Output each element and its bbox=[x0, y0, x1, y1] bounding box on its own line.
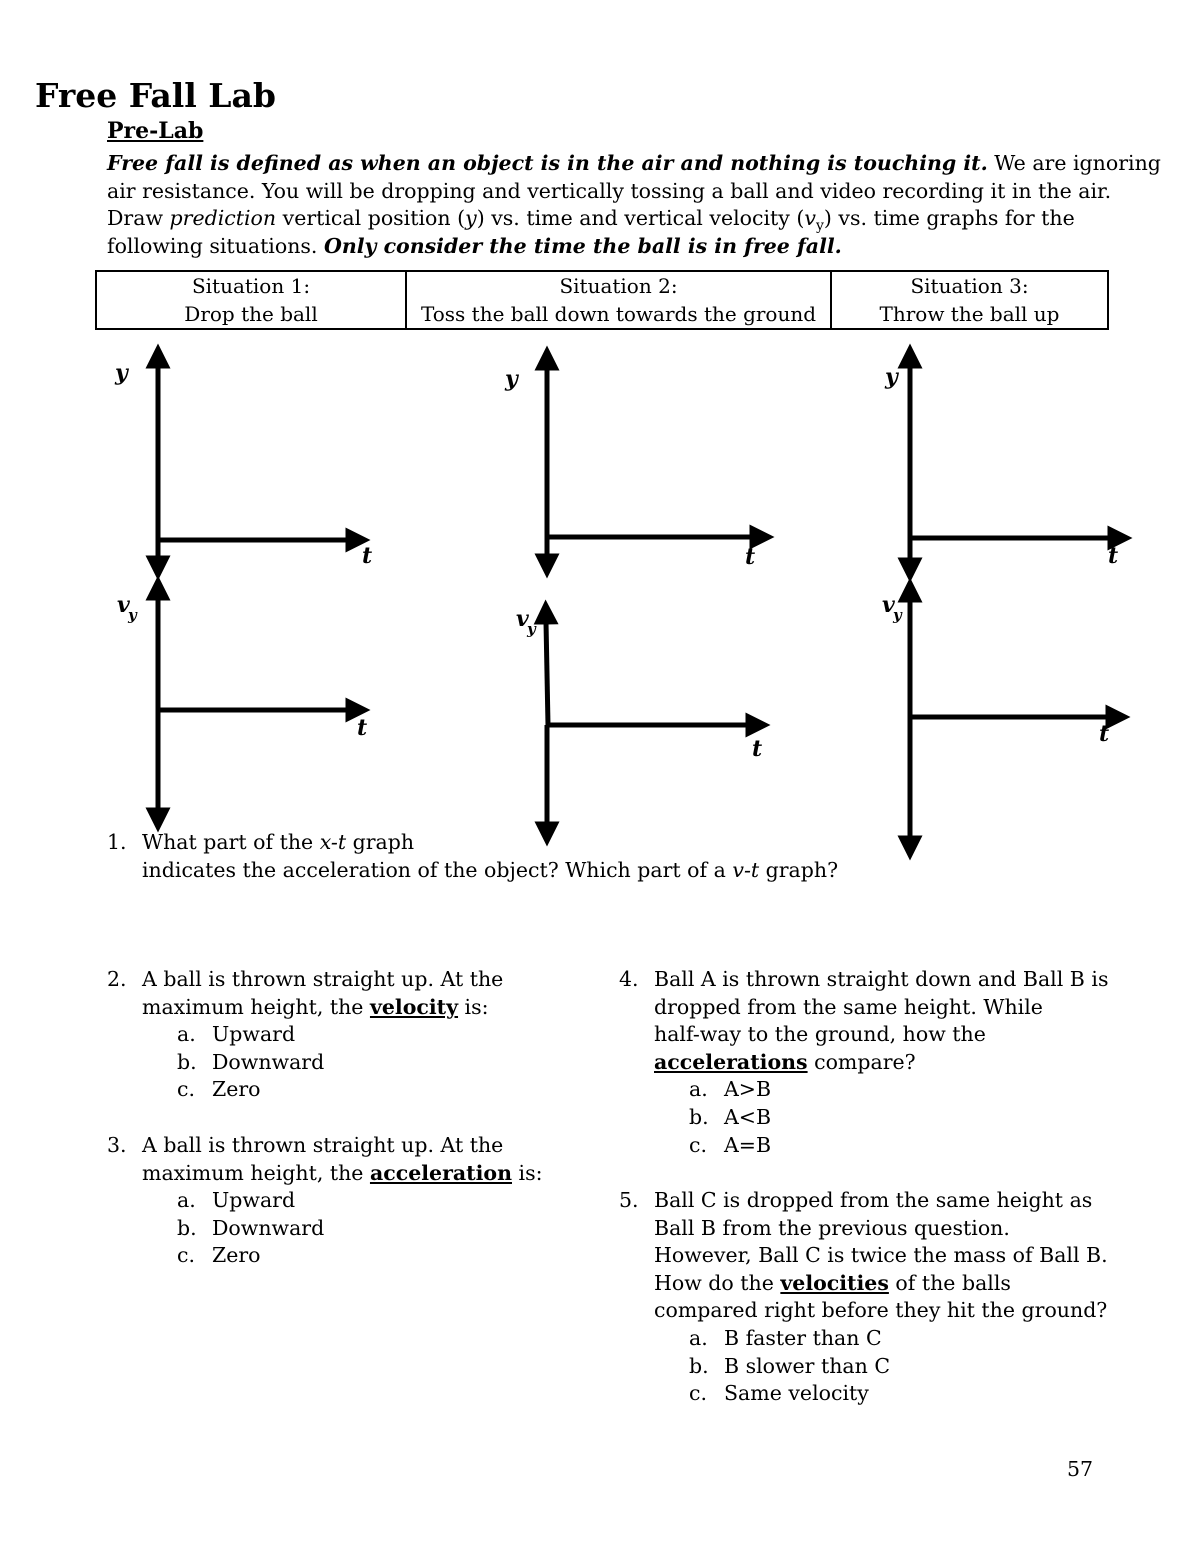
intro-text: ) vs. time graphs for the bbox=[823, 206, 1075, 230]
option-text: Zero bbox=[212, 1077, 261, 1102]
option-text: A>B bbox=[724, 1077, 772, 1102]
question-2-line-1: A ball is thrown straight up. At the bbox=[142, 967, 504, 991]
question-2-line-2 bbox=[142, 994, 503, 1022]
question-number: 5. bbox=[619, 1188, 639, 1212]
option-letter: a. bbox=[689, 1325, 708, 1350]
option-letter: b. bbox=[689, 1353, 709, 1378]
question-5-line-4 bbox=[654, 1270, 1108, 1298]
intro-italic: prediction bbox=[169, 206, 277, 230]
intro-text: ) vs. time and vertical velocity ( bbox=[476, 206, 805, 230]
s2-t-label: t bbox=[745, 544, 756, 570]
situation-3-desc: Throw the ball up bbox=[831, 300, 1108, 329]
option-letter: a. bbox=[689, 1077, 708, 1102]
page-number: 57 bbox=[1067, 1457, 1094, 1481]
option-c[interactable] bbox=[142, 1242, 543, 1270]
option-b[interactable] bbox=[654, 1104, 1108, 1132]
situation-1-desc: Drop the ball bbox=[96, 300, 406, 329]
s3-y-label: y bbox=[885, 364, 898, 390]
question-number: 3. bbox=[107, 1133, 127, 1157]
question-5-line-1: Ball C is dropped from the same height as bbox=[654, 1188, 1093, 1212]
option-letter: b. bbox=[177, 1049, 197, 1074]
q-text: How do the bbox=[654, 1270, 781, 1295]
intro-emphasis: Only consider the time the ball is in free fall. bbox=[323, 234, 842, 258]
question-5-line-3: However, Ball C is twice the mass of Ball B. bbox=[654, 1243, 1108, 1268]
situation-1-label: Situation 1: bbox=[96, 271, 406, 300]
question-5 bbox=[619, 1187, 1159, 1417]
q-text: graph bbox=[346, 830, 415, 854]
option-text: B faster than C bbox=[724, 1325, 882, 1350]
s3-t-label: t bbox=[1108, 543, 1119, 569]
s1-v-label: v bbox=[117, 592, 130, 618]
q-underlined: acceleration bbox=[369, 1160, 512, 1185]
option-c[interactable] bbox=[654, 1380, 1108, 1408]
s2-y-label: y bbox=[505, 366, 518, 392]
situations-table bbox=[95, 270, 1109, 330]
question-1-line-1 bbox=[142, 829, 838, 857]
intro-line-1 bbox=[107, 149, 1161, 177]
option-text: Zero bbox=[212, 1243, 261, 1268]
option-letter: c. bbox=[177, 1243, 195, 1268]
q-text: What part of the bbox=[142, 830, 320, 854]
intro-text: Draw bbox=[107, 206, 170, 230]
intro-var-v: v bbox=[804, 206, 816, 230]
q-underlined: velocities bbox=[780, 1270, 889, 1295]
s1-vt-label: t bbox=[357, 715, 368, 741]
option-a[interactable] bbox=[654, 1325, 1108, 1353]
option-letter: b. bbox=[689, 1104, 709, 1129]
intro-var-y: y bbox=[465, 206, 477, 230]
q-text: maximum height, the bbox=[142, 1160, 370, 1185]
s2-v-label: v bbox=[516, 606, 529, 632]
intro-text: We are ignoring bbox=[987, 151, 1161, 175]
q-text: is: bbox=[512, 1160, 543, 1185]
intro-text: following situations. bbox=[107, 234, 324, 258]
intro-definition: Free fall is defined as when an object is in the air and nothing is touching it. bbox=[107, 151, 988, 175]
question-4-line-3: half-way to the ground, how the bbox=[654, 1022, 986, 1047]
q-underlined: velocity bbox=[369, 994, 459, 1019]
q-text: compare? bbox=[807, 1049, 916, 1074]
option-b[interactable] bbox=[654, 1353, 1108, 1381]
q-italic: v-t bbox=[732, 857, 760, 882]
option-text: Upward bbox=[212, 1022, 296, 1047]
question-4-line-2: dropped from the same height. While bbox=[654, 994, 1043, 1019]
question-5-line-5: compared right before they hit the ground? bbox=[654, 1298, 1108, 1323]
intro-text: vertical position ( bbox=[276, 206, 466, 230]
intro-line-2: air resistance. You will be dropping and vertically tossing a ball and video recording it in the air. bbox=[107, 179, 1112, 203]
question-1 bbox=[107, 829, 907, 889]
question-number: 1. bbox=[107, 830, 127, 854]
option-text: Downward bbox=[212, 1049, 325, 1074]
s3-v-sub-label: y bbox=[893, 606, 902, 624]
question-2 bbox=[107, 966, 567, 1106]
question-4-line-1: Ball A is thrown straight down and Ball B is bbox=[654, 967, 1109, 991]
situation-3-label: Situation 3: bbox=[831, 271, 1108, 300]
q-text: graph? bbox=[759, 857, 839, 882]
option-b[interactable] bbox=[142, 1215, 543, 1243]
page-title: Free Fall Lab bbox=[35, 76, 276, 115]
option-text: Same velocity bbox=[724, 1381, 869, 1406]
s2-v-axis bbox=[546, 622, 548, 725]
option-letter: a. bbox=[177, 1022, 196, 1047]
s1-t-label: t bbox=[362, 543, 373, 569]
option-text: B slower than C bbox=[724, 1353, 891, 1378]
s2-vt-label: t bbox=[752, 736, 763, 762]
option-a[interactable] bbox=[142, 1187, 543, 1215]
intro-line-4 bbox=[107, 232, 842, 260]
q-italic: x-t bbox=[319, 830, 347, 854]
s1-v-sub-label: y bbox=[128, 606, 137, 624]
question-4 bbox=[619, 966, 1159, 1166]
s3-vt-label: t bbox=[1099, 721, 1110, 747]
option-text: Upward bbox=[212, 1188, 296, 1213]
q-underlined: accelerations bbox=[654, 1049, 808, 1074]
q-text: of the balls bbox=[888, 1270, 1011, 1295]
question-number: 4. bbox=[619, 967, 639, 991]
option-letter: a. bbox=[177, 1188, 196, 1213]
question-5-line-2: Ball B from the previous question. bbox=[654, 1215, 1010, 1240]
option-c[interactable] bbox=[142, 1076, 503, 1104]
option-text: Downward bbox=[212, 1215, 325, 1240]
option-c[interactable] bbox=[654, 1132, 1108, 1160]
option-b[interactable] bbox=[142, 1049, 503, 1077]
option-letter: c. bbox=[177, 1077, 195, 1102]
s2-v-sub-label: y bbox=[527, 620, 536, 638]
option-a[interactable] bbox=[654, 1076, 1108, 1104]
question-3-line-1: A ball is thrown straight up. At the bbox=[142, 1133, 504, 1157]
question-number: 2. bbox=[107, 967, 127, 991]
question-1-line-2 bbox=[142, 857, 838, 885]
q-text: indicates the acceleration of the object? Which part of a bbox=[142, 857, 733, 882]
question-4-line-4 bbox=[654, 1049, 1108, 1077]
s3-v-label: v bbox=[882, 592, 895, 618]
q-text: maximum height, the bbox=[142, 994, 370, 1019]
option-text: A=B bbox=[724, 1132, 772, 1157]
question-3 bbox=[107, 1132, 567, 1272]
option-letter: b. bbox=[177, 1215, 197, 1240]
intro-var-sub: y bbox=[815, 218, 824, 235]
option-letter: c. bbox=[689, 1132, 707, 1157]
s1-y-label: y bbox=[115, 360, 128, 386]
option-a[interactable] bbox=[142, 1021, 503, 1049]
situation-2-desc: Toss the ball down towards the ground bbox=[406, 300, 831, 329]
section-subtitle: Pre-Lab bbox=[107, 118, 204, 144]
q-text: is: bbox=[458, 994, 489, 1019]
question-3-line-2 bbox=[142, 1160, 543, 1188]
option-letter: c. bbox=[689, 1381, 707, 1406]
option-text: A<B bbox=[724, 1104, 772, 1129]
situation-2-label: Situation 2: bbox=[406, 271, 831, 300]
